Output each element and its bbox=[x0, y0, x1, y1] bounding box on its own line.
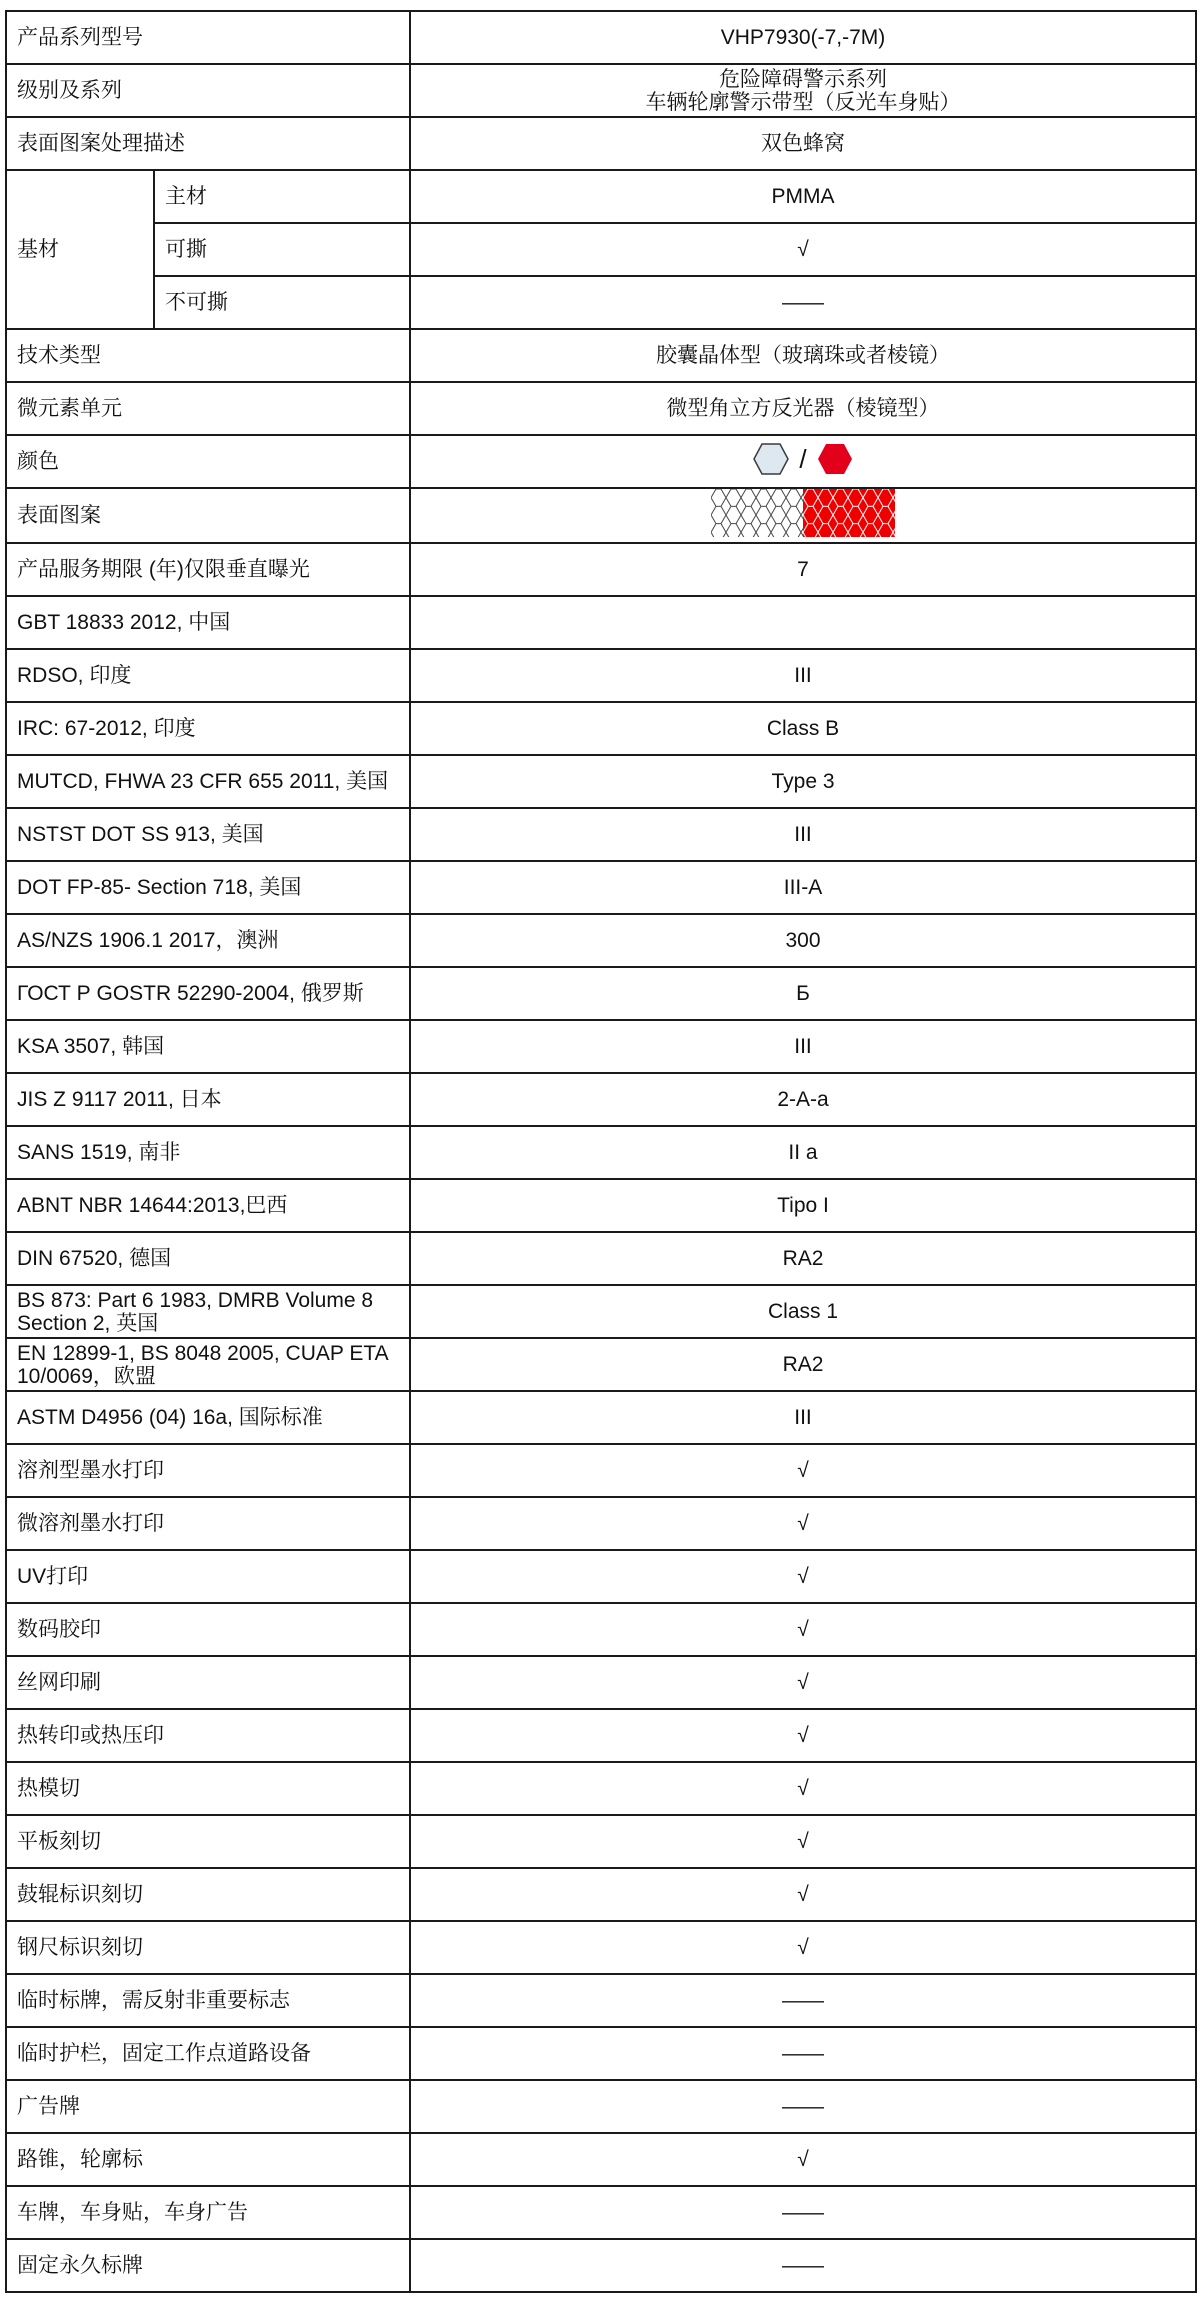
row-value: √ bbox=[410, 1868, 1196, 1921]
table-row bbox=[6, 914, 1196, 967]
row-sublabel: 不可撕 bbox=[154, 276, 410, 329]
row-value bbox=[410, 596, 1196, 649]
row-label: JIS Z 9117 2011, 日本 bbox=[6, 1073, 410, 1126]
table-row bbox=[6, 1391, 1196, 1444]
color-separator: / bbox=[799, 443, 807, 474]
table-row bbox=[6, 1020, 1196, 1073]
row-value: √ bbox=[410, 1603, 1196, 1656]
row-label: SANS 1519, 南非 bbox=[6, 1126, 410, 1179]
row-value: III-A bbox=[410, 861, 1196, 914]
table-row bbox=[6, 1444, 1196, 1497]
table-row bbox=[6, 1126, 1196, 1179]
row-label: 热模切 bbox=[6, 1762, 410, 1815]
row-label: GBT 18833 2012, 中国 bbox=[6, 596, 410, 649]
row-label: 产品系列型号 bbox=[6, 11, 410, 64]
color-swatches bbox=[410, 435, 1196, 488]
row-value: √ bbox=[410, 223, 1196, 276]
row-label: 数码胶印 bbox=[6, 1603, 410, 1656]
table-row bbox=[6, 64, 1196, 117]
row-sublabel: 可撕 bbox=[154, 223, 410, 276]
row-label: DOT FP-85- Section 718, 美国 bbox=[6, 861, 410, 914]
grade-line-1: 危险障碍警示系列 bbox=[719, 67, 887, 91]
spec-table bbox=[5, 10, 1197, 2293]
row-value bbox=[410, 64, 1196, 117]
row-value: √ bbox=[410, 1497, 1196, 1550]
row-value: III bbox=[410, 1391, 1196, 1444]
row-value: √ bbox=[410, 1444, 1196, 1497]
row-value: RA2 bbox=[410, 1232, 1196, 1285]
row-value: √ bbox=[410, 2133, 1196, 2186]
row-value: √ bbox=[410, 1550, 1196, 1603]
row-label: 表面图案 bbox=[6, 488, 410, 543]
row-label: BS 873: Part 6 1983, DMRB Volume 8 Section 2, 英国 bbox=[6, 1285, 410, 1338]
row-value: —— bbox=[410, 276, 1196, 329]
row-value: √ bbox=[410, 1921, 1196, 1974]
row-value: √ bbox=[410, 1815, 1196, 1868]
row-label: 临时标牌，需反射非重要标志 bbox=[6, 1974, 410, 2027]
table-row bbox=[6, 435, 1196, 488]
row-label: 微溶剂墨水打印 bbox=[6, 1497, 410, 1550]
row-label: 技术类型 bbox=[6, 329, 410, 382]
row-label: EN 12899-1, BS 8048 2005, CUAP ETA 10/0069，欧盟 bbox=[6, 1338, 410, 1391]
table-row bbox=[6, 808, 1196, 861]
row-value: √ bbox=[410, 1709, 1196, 1762]
row-label: ГОСТ Р GOSTR 52290-2004, 俄罗斯 bbox=[6, 967, 410, 1020]
table-row bbox=[6, 1338, 1196, 1391]
row-label: 鼓辊标识刻切 bbox=[6, 1868, 410, 1921]
white-hexagon-icon bbox=[753, 442, 789, 476]
table-row bbox=[6, 1762, 1196, 1815]
table-row bbox=[6, 2186, 1196, 2239]
row-value: —— bbox=[410, 1974, 1196, 2027]
row-value: 双色蜂窝 bbox=[410, 117, 1196, 170]
table-row bbox=[6, 329, 1196, 382]
table-row bbox=[6, 170, 1196, 223]
table-row bbox=[6, 649, 1196, 702]
table-row bbox=[6, 223, 1196, 276]
table-row bbox=[6, 755, 1196, 808]
row-label: 颜色 bbox=[6, 435, 410, 488]
table-row bbox=[6, 488, 1196, 543]
row-label: IRC: 67-2012, 印度 bbox=[6, 702, 410, 755]
row-value: VHP7930(-7,-7M) bbox=[410, 11, 1196, 64]
row-value: Type 3 bbox=[410, 755, 1196, 808]
table-row bbox=[6, 1285, 1196, 1338]
row-label: MUTCD, FHWA 23 CFR 655 2011, 美国 bbox=[6, 755, 410, 808]
table-row bbox=[6, 1815, 1196, 1868]
row-label: 丝网印刷 bbox=[6, 1656, 410, 1709]
row-label: 固定永久标牌 bbox=[6, 2239, 410, 2292]
row-sublabel: 主材 bbox=[154, 170, 410, 223]
row-value: √ bbox=[410, 1762, 1196, 1815]
row-value: —— bbox=[410, 2027, 1196, 2080]
table-row bbox=[6, 1179, 1196, 1232]
table-row bbox=[6, 1974, 1196, 2027]
row-label: 微元素单元 bbox=[6, 382, 410, 435]
table-row bbox=[6, 1656, 1196, 1709]
row-label: ASTM D4956 (04) 16a, 国际标准 bbox=[6, 1391, 410, 1444]
table-row bbox=[6, 117, 1196, 170]
row-label: 平板刻切 bbox=[6, 1815, 410, 1868]
row-value: 胶囊晶体型（玻璃珠或者棱镜） bbox=[410, 329, 1196, 382]
red-honeycomb-pattern bbox=[803, 489, 895, 537]
table-row bbox=[6, 967, 1196, 1020]
pattern-cell bbox=[410, 488, 1196, 543]
table-row bbox=[6, 382, 1196, 435]
table-row bbox=[6, 2239, 1196, 2292]
white-honeycomb-pattern bbox=[711, 489, 803, 537]
row-label: 表面图案处理描述 bbox=[6, 117, 410, 170]
row-label: 广告牌 bbox=[6, 2080, 410, 2133]
row-label: DIN 67520, 德国 bbox=[6, 1232, 410, 1285]
row-value: —— bbox=[410, 2239, 1196, 2292]
row-value: III bbox=[410, 649, 1196, 702]
table-row bbox=[6, 2080, 1196, 2133]
row-label: 热转印或热压印 bbox=[6, 1709, 410, 1762]
row-label: 级别及系列 bbox=[6, 64, 410, 117]
row-value: 7 bbox=[410, 543, 1196, 596]
row-value: √ bbox=[410, 1656, 1196, 1709]
table-row bbox=[6, 1073, 1196, 1126]
row-label: AS/NZS 1906.1 2017，澳洲 bbox=[6, 914, 410, 967]
table-row bbox=[6, 1497, 1196, 1550]
row-value: 微型角立方反光器（棱镜型） bbox=[410, 382, 1196, 435]
row-value: III bbox=[410, 808, 1196, 861]
row-label: 路锥，轮廓标 bbox=[6, 2133, 410, 2186]
row-value: Class 1 bbox=[410, 1285, 1196, 1338]
row-value: III bbox=[410, 1020, 1196, 1073]
row-value: PMMA bbox=[410, 170, 1196, 223]
table-row bbox=[6, 596, 1196, 649]
row-label: NSTST DOT SS 913, 美国 bbox=[6, 808, 410, 861]
row-label: 溶剂型墨水打印 bbox=[6, 1444, 410, 1497]
table-row bbox=[6, 1232, 1196, 1285]
table-row bbox=[6, 2133, 1196, 2186]
row-label: KSA 3507, 韩国 bbox=[6, 1020, 410, 1073]
row-label: RDSO, 印度 bbox=[6, 649, 410, 702]
table-row bbox=[6, 702, 1196, 755]
table-row bbox=[6, 276, 1196, 329]
row-label: UV打印 bbox=[6, 1550, 410, 1603]
table-row bbox=[6, 1921, 1196, 1974]
table-row bbox=[6, 1868, 1196, 1921]
row-value: II a bbox=[410, 1126, 1196, 1179]
row-label: ABNT NBR 14644:2013,巴西 bbox=[6, 1179, 410, 1232]
table-row bbox=[6, 1709, 1196, 1762]
row-value: RA2 bbox=[410, 1338, 1196, 1391]
table-row bbox=[6, 2027, 1196, 2080]
row-label: 产品服务期限 (年)仅限垂直曝光 bbox=[6, 543, 410, 596]
red-hexagon-icon bbox=[817, 442, 853, 476]
row-value: 300 bbox=[410, 914, 1196, 967]
table-row bbox=[6, 1550, 1196, 1603]
substrate-label: 基材 bbox=[6, 170, 154, 329]
table-row bbox=[6, 11, 1196, 64]
grade-line-2: 车辆轮廓警示带型（反光车身贴） bbox=[645, 90, 961, 114]
row-value: Tipo I bbox=[410, 1179, 1196, 1232]
row-value: Class B bbox=[410, 702, 1196, 755]
row-label: 临时护栏，固定工作点道路设备 bbox=[6, 2027, 410, 2080]
row-label: 钢尺标识刻切 bbox=[6, 1921, 410, 1974]
row-value: Б bbox=[410, 967, 1196, 1020]
table-row bbox=[6, 861, 1196, 914]
row-value: 2-A-a bbox=[410, 1073, 1196, 1126]
table-row bbox=[6, 1603, 1196, 1656]
row-value: —— bbox=[410, 2186, 1196, 2239]
table-row bbox=[6, 543, 1196, 596]
row-value: —— bbox=[410, 2080, 1196, 2133]
row-label: 车牌，车身贴，车身广告 bbox=[6, 2186, 410, 2239]
